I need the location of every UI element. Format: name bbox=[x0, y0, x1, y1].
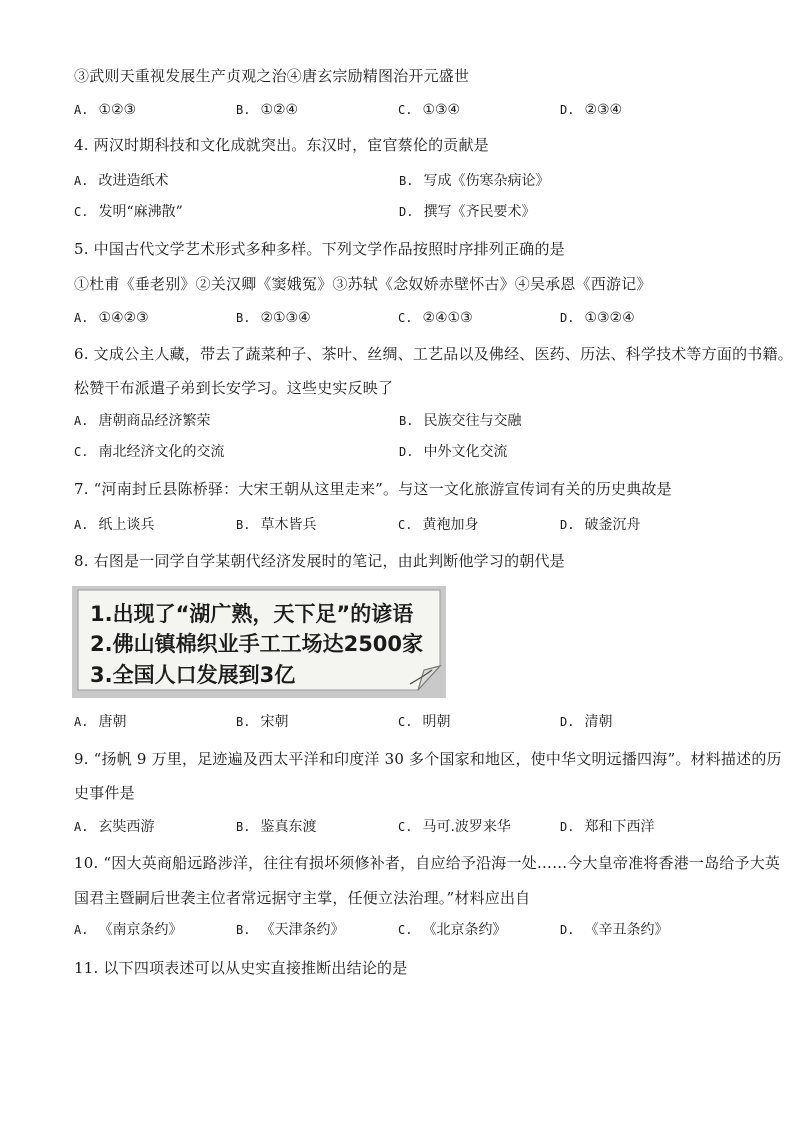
option-b[interactable]: B. ②①③④ bbox=[236, 310, 311, 326]
question-4-stem: 4. 两汉时期科技和文化成就突出。东汉时，宦官蔡伦的贡献是 bbox=[74, 136, 489, 154]
option-d[interactable]: D. 清朝 bbox=[560, 714, 613, 730]
option-d[interactable]: D. ②③④ bbox=[560, 102, 623, 118]
question-5-stem: 5. 中国古代文学艺术形式多种多样。下列文学作品按照时序排列正确的是 bbox=[74, 240, 565, 258]
question-4-options bbox=[74, 172, 724, 190]
option-a[interactable]: A. 玄奘西游 bbox=[74, 819, 155, 835]
option-c[interactable]: C. 黄袍加身 bbox=[398, 517, 479, 533]
question-8-options bbox=[74, 713, 722, 731]
question-9-stem: 9. “扬帆 9 万里，足迹遍及西太平洋和印度洋 30 多个国家和地区，使中华文明远播四海”。材料描述的历 bbox=[74, 750, 782, 768]
option-b[interactable]: B. 民族交往与交融 bbox=[399, 413, 522, 429]
study-note-image bbox=[72, 586, 446, 698]
option-b[interactable]: B. 写成《伤寒杂病论》 bbox=[399, 173, 550, 189]
option-a[interactable]: A. 唐朝 bbox=[74, 714, 127, 730]
option-c[interactable]: C. 发明“麻沸散” bbox=[74, 204, 183, 220]
option-a[interactable]: A. ①④②③ bbox=[74, 310, 149, 326]
option-a[interactable]: A. 改进造纸术 bbox=[74, 173, 169, 189]
question-7-stem: 7. “河南封丘县陈桥驿：大宋王朝从这里走来”。与这一文化旅游宣传词有关的历史典故是 bbox=[74, 480, 672, 498]
option-c[interactable]: C. 明朝 bbox=[398, 714, 451, 730]
question-10-stem-cont: 国君主暨嗣后世袭主位者常远据守主掌，任便立法治理。”材料应出自 bbox=[74, 889, 531, 907]
question-9-stem-cont: 史事件是 bbox=[74, 784, 135, 802]
question-5-options bbox=[74, 309, 722, 327]
question-4-options-row2 bbox=[74, 203, 724, 221]
question-3-options bbox=[74, 101, 722, 119]
question-9-options bbox=[74, 818, 722, 836]
option-d[interactable]: D. 撰写《齐民要术》 bbox=[399, 204, 536, 220]
question-8-stem: 8. 右图是一同学自学某朝代经济发展时的笔记，由此判断他学习的朝代是 bbox=[74, 552, 565, 570]
option-b[interactable]: B. 鉴真东渡 bbox=[236, 819, 317, 835]
option-d[interactable]: D. 郑和下西洋 bbox=[560, 819, 655, 835]
option-d[interactable]: D. ①③②④ bbox=[560, 310, 635, 326]
question-6-stem-cont: 松赞干布派遣子弟到长安学习。这些史实反映了 bbox=[74, 379, 394, 397]
question-6-options-row2 bbox=[74, 443, 724, 461]
note-line-3: 3.全国人口发展到3亿 bbox=[90, 663, 296, 687]
option-d[interactable]: D. 破釜沉舟 bbox=[560, 517, 641, 533]
option-c[interactable]: C. 《北京条约》 bbox=[398, 922, 507, 938]
option-a[interactable]: A. ①②③ bbox=[74, 102, 137, 118]
option-a[interactable]: A. 《南京条约》 bbox=[74, 922, 183, 938]
question-11-stem: 11. 以下四项表述可以从史实直接推断出结论的是 bbox=[74, 959, 408, 977]
question-5-items: ①杜甫《垂老别》②关汉卿《窦娥冤》③苏轼《念奴娇赤壁怀古》④吴承恩《西游记》 bbox=[74, 275, 652, 293]
question-6-options bbox=[74, 412, 724, 430]
question-10-stem: 10. “因大英商船远路涉洋，往往有损坏须修补者，自应给予沿海一处……今大皇帝准将香港一岛给予大英 bbox=[74, 854, 781, 872]
question-3-items: ③武则天重视发展生产贞观之治④唐玄宗励精图治开元盛世 bbox=[74, 67, 470, 85]
option-a[interactable]: A. 唐朝商品经济繁荣 bbox=[74, 413, 211, 429]
option-b[interactable]: B. 《天津条约》 bbox=[236, 922, 345, 938]
note-line-2: 2.佛山镇棉织业手工工场达2500家 bbox=[90, 632, 424, 656]
option-d[interactable]: D. 《辛丑条约》 bbox=[560, 922, 669, 938]
option-c[interactable]: C. ①③④ bbox=[398, 102, 461, 118]
option-b[interactable]: B. 宋朝 bbox=[236, 714, 289, 730]
option-d[interactable]: D. 中外文化交流 bbox=[399, 444, 508, 460]
option-c[interactable]: C. 南北经济文化的交流 bbox=[74, 444, 225, 460]
question-7-options bbox=[74, 516, 722, 534]
option-b[interactable]: B. 草木皆兵 bbox=[236, 517, 317, 533]
option-c[interactable]: C. 马可.波罗来华 bbox=[398, 819, 511, 835]
option-b[interactable]: B. ①②④ bbox=[236, 102, 299, 118]
option-c[interactable]: C. ②④①③ bbox=[398, 310, 473, 326]
option-a[interactable]: A. 纸上谈兵 bbox=[74, 517, 155, 533]
question-10-options bbox=[74, 921, 722, 939]
note-line-1: 1.出现了“湖广熟，天下足”的谚语 bbox=[90, 602, 414, 626]
question-6-stem: 6. 文成公主人藏，带去了蔬菜种子、茶叶、丝绸、工艺品以及佛经、医药、历法、科学技术等方面的书籍。 bbox=[74, 345, 793, 363]
